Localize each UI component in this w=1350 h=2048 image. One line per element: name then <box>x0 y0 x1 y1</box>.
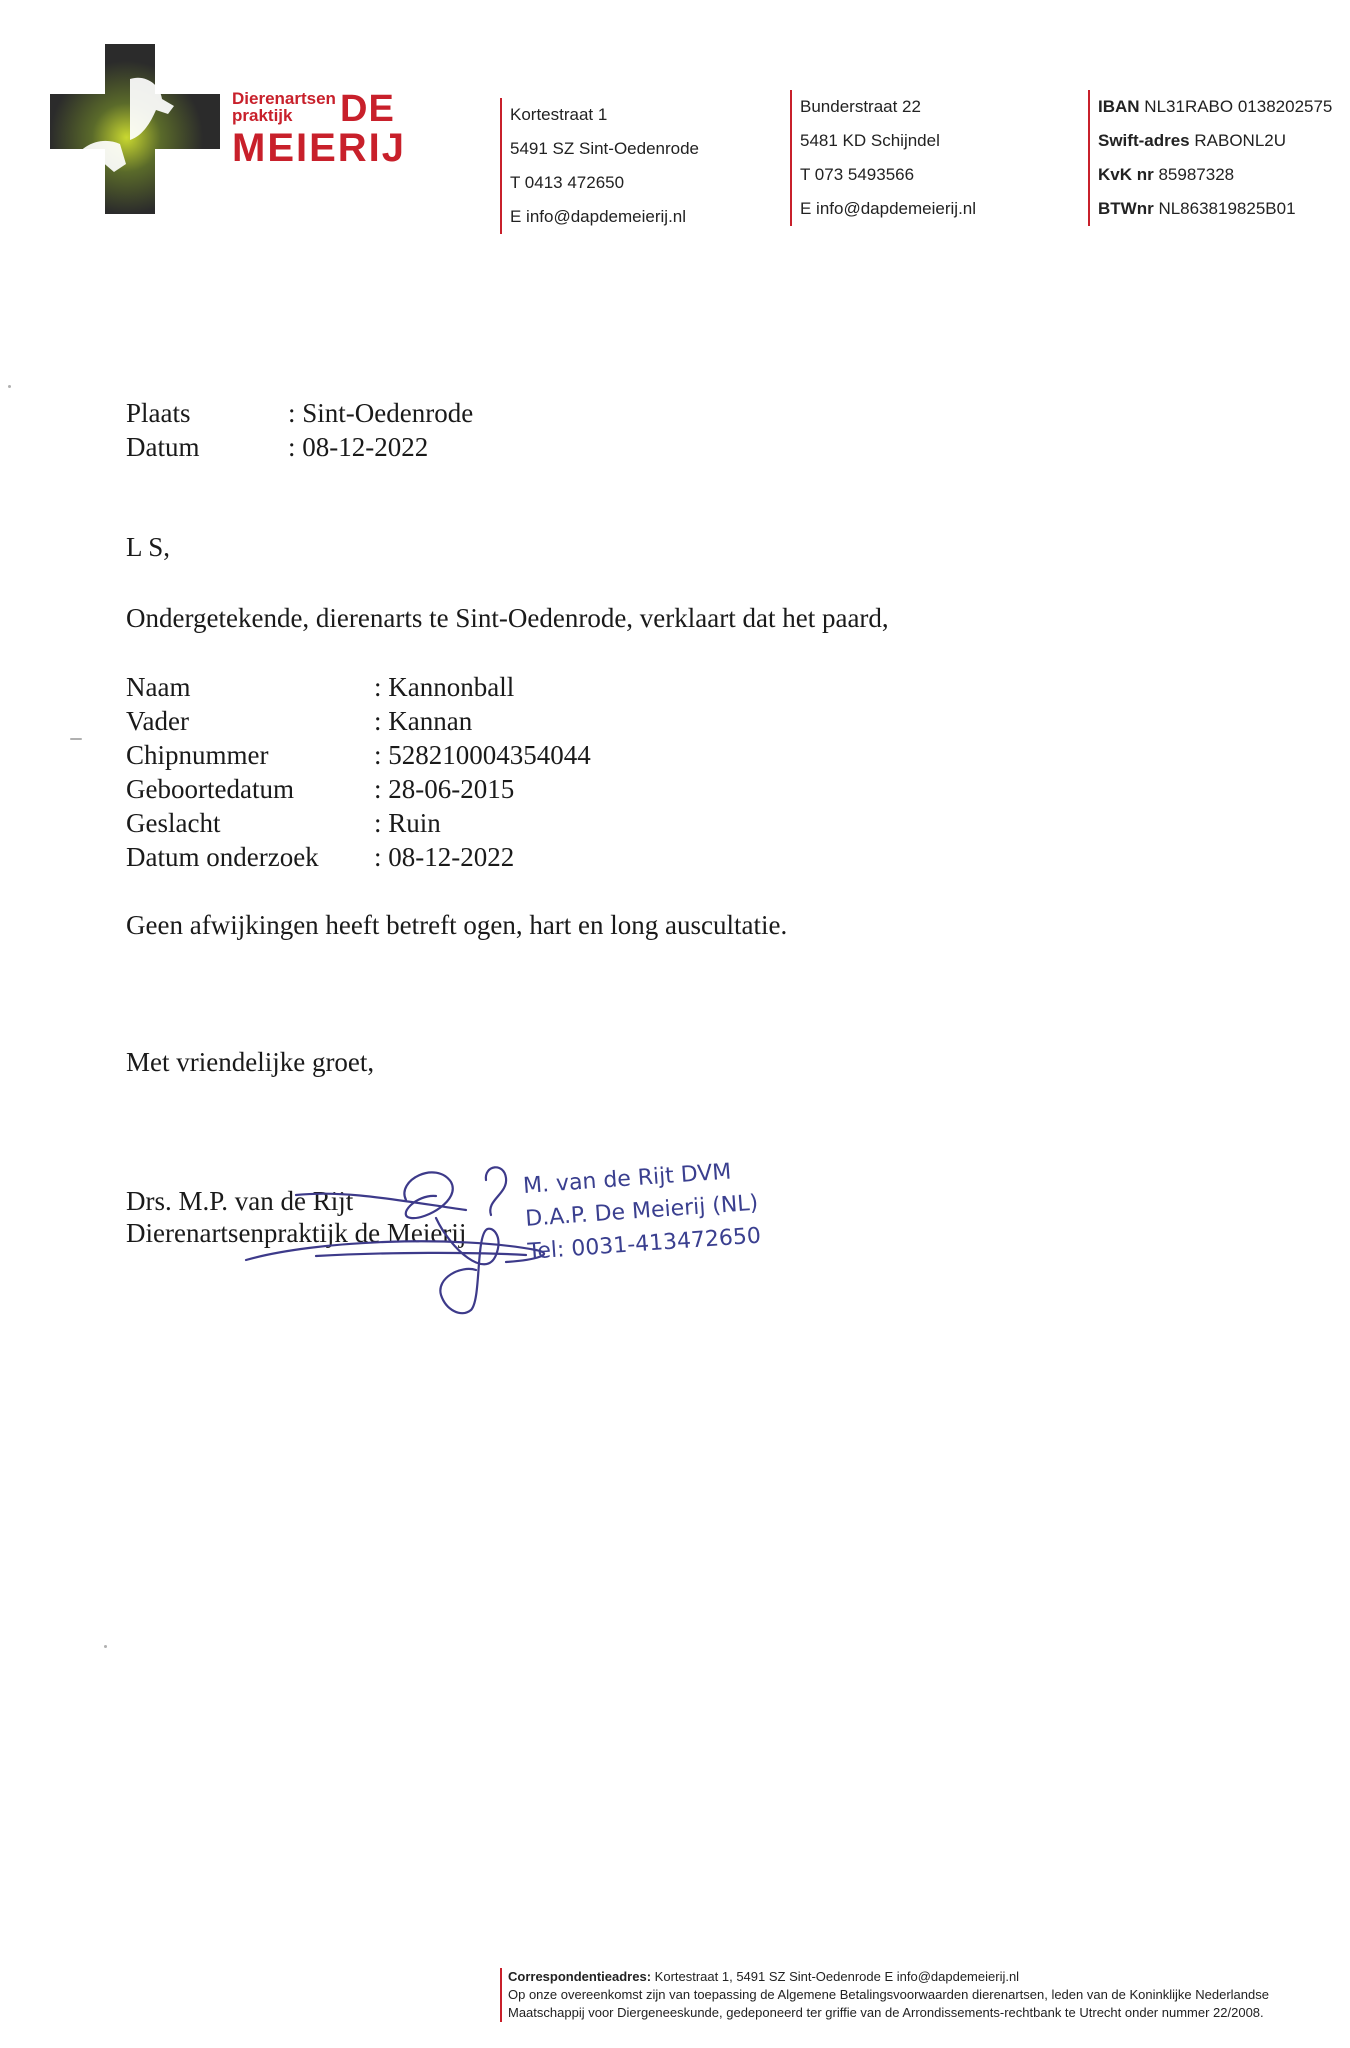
address-line: E info@dapdemeierij.nl <box>510 207 687 226</box>
paper-speck <box>104 1645 107 1648</box>
stamp-line: D.A.P. De Meierij (NL) <box>524 1190 759 1232</box>
address-line: Kortestraat 1 <box>510 105 608 124</box>
horse-value-datum-onderzoek: : 08-12-2022 <box>374 842 515 872</box>
horse-value-geslacht: : Ruin <box>374 808 441 838</box>
horse-label-vader: Vader <box>126 706 189 736</box>
horse-label-chip: Chipnummer <box>126 740 269 770</box>
finance-line <box>1098 124 1332 158</box>
finance-key: KvK nr <box>1098 165 1154 184</box>
footer-address: Kortestraat 1, 5491 SZ Sint-Oedenrode E info@dapdemeierij.nl <box>654 1969 1020 1984</box>
closing-text: Met vriendelijke groet, <box>126 1047 375 1077</box>
address-line: T 0413 472650 <box>510 173 625 192</box>
brand-small-text: Dierenartsen praktijk <box>232 89 336 125</box>
footer-line <box>508 1968 1269 1986</box>
horse-value-naam: : Kannonball <box>374 672 515 702</box>
finance-line <box>1098 192 1332 226</box>
horse-label-naam: Naam <box>126 672 191 702</box>
address-line: T 073 5493566 <box>800 165 915 184</box>
horse-value-geboortedatum: : 28-06-2015 <box>374 774 515 804</box>
finance-value: 85987328 <box>1158 165 1235 184</box>
address-line: 5481 KD Schijndel <box>800 131 940 150</box>
finance-key: Swift-adres <box>1098 131 1190 150</box>
address-sint-oedenrode <box>500 98 699 234</box>
plaats-value: : Sint-Oedenrode <box>288 398 474 428</box>
finance-line <box>1098 90 1332 124</box>
finance-line <box>1098 158 1332 192</box>
datum-value: : 08-12-2022 <box>288 432 429 462</box>
paper-speck <box>70 738 82 740</box>
horse-label-geboortedatum: Geboortedatum <box>126 774 294 804</box>
footer-label: Correspondentieadres: <box>508 1969 652 1984</box>
signatory-name: Drs. M.P. van de Rijt <box>126 1186 354 1216</box>
finance-value: NL863819825B01 <box>1158 199 1296 218</box>
horse-value-chip: : 528210004354044 <box>374 740 591 770</box>
horse-label-geslacht: Geslacht <box>126 808 221 838</box>
salutation: L S, <box>126 532 171 562</box>
finance-value: RABONL2U <box>1194 131 1287 150</box>
address-line: E info@dapdemeierij.nl <box>800 199 977 218</box>
stamp-line: M. van de Rijt DVM <box>522 1159 733 1199</box>
handwritten-signature <box>236 1160 566 1320</box>
address-schijndel <box>790 90 976 226</box>
brand-big-text: MEIERIJ <box>232 126 407 170</box>
horse-label-datum-onderzoek: Datum onderzoek <box>126 842 319 872</box>
stamp-line: Tel: 0031-413472650 <box>526 1223 762 1265</box>
cross-with-animals-logo <box>50 44 220 214</box>
footer-line: Op onze overeenkomst zijn van toepassing de Algemene Betalingsvoorwaarden dierenartsen, leden van de Koninklijke Nederlandse <box>508 1987 1269 2002</box>
plaats-label: Plaats <box>126 398 191 428</box>
finance-key: IBAN <box>1098 97 1140 116</box>
address-line: 5491 SZ Sint-Oedenrode <box>510 139 700 158</box>
address-line: Bunderstraat 22 <box>800 97 921 116</box>
practice-stamp <box>522 1154 762 1269</box>
finance-key: BTWnr <box>1098 199 1154 218</box>
intro-text: Ondergetekende, dierenarts te Sint-Oedenrode, verklaart dat het paard, <box>126 603 889 633</box>
finance-details <box>1088 90 1332 226</box>
footer-line: Maatschappij voor Diergeneeskunde, gedeponeerd ter griffie van de Arrondissements-rechtbank te Utrecht onder nummer 22/2008. <box>508 2005 1264 2020</box>
paper-speck <box>8 385 11 388</box>
datum-label: Datum <box>126 432 200 462</box>
brand-de-text: DE <box>340 88 395 130</box>
finding-text: Geen afwijkingen heeft betreft ogen, hart en long auscultatie. <box>126 910 788 940</box>
signatory-practice: Dierenartsenpraktijk de Meierij <box>126 1218 467 1248</box>
footer-correspondence <box>500 1968 1269 2022</box>
finance-value: NL31RABO 0138202575 <box>1144 97 1333 116</box>
brand-wordmark <box>232 90 406 168</box>
horse-value-vader: : Kannan <box>374 706 473 736</box>
